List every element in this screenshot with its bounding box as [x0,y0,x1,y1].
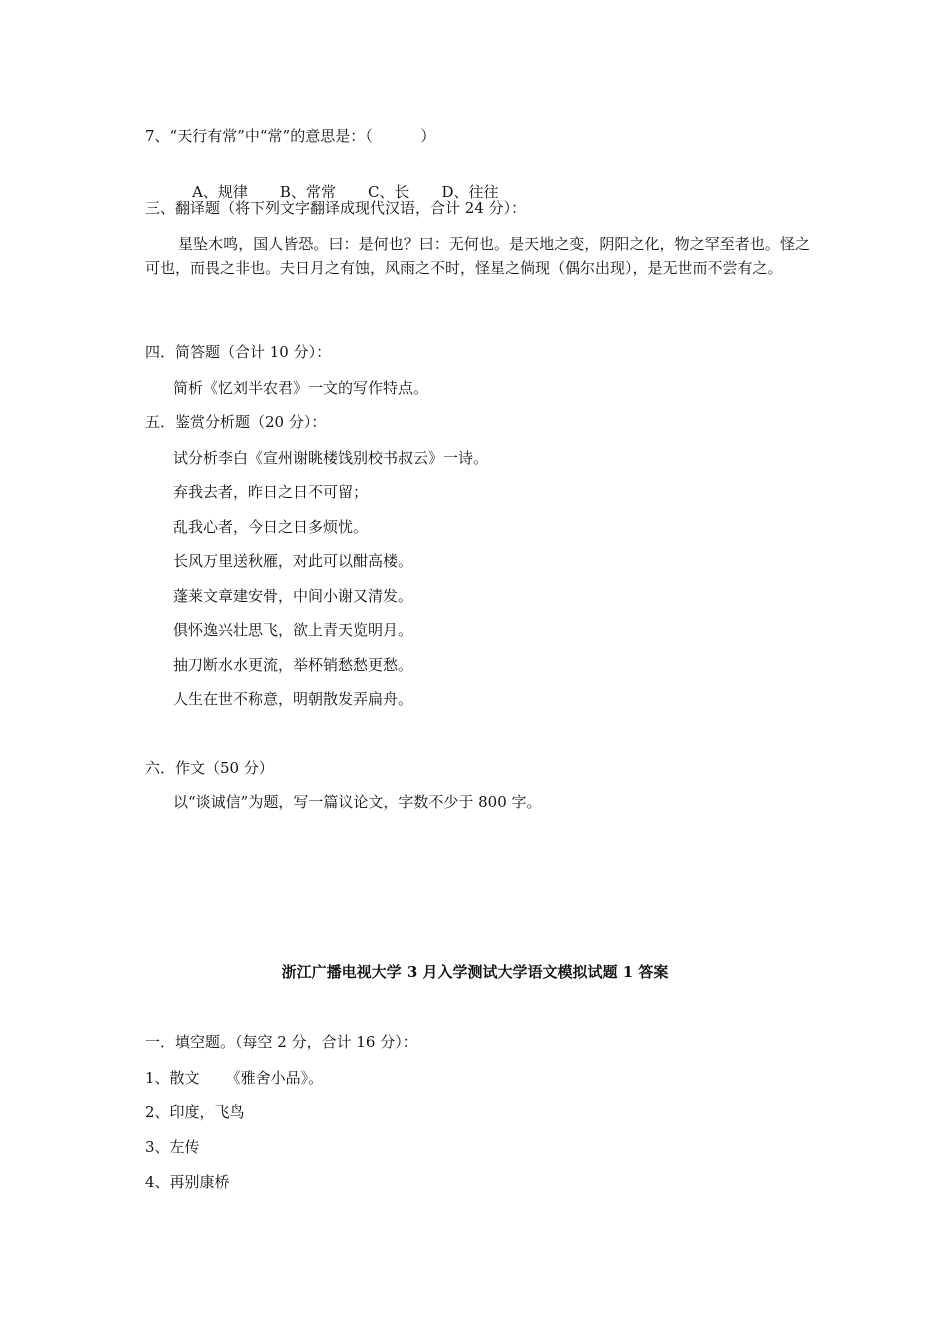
option-c: C、长 [367,183,410,201]
poem-line: 乱我心者，今日之日多烦忧。 [173,518,369,536]
poem-line: 弃我去者，昨日之日不可留； [173,483,369,501]
option-d: D、往往 [441,183,499,201]
question-7: 7、“天行有常”中“常”的意思是：（ ） [145,127,436,145]
poem-line: 抽刀断水水更流，举杯销愁愁更愁。 [173,656,414,674]
answer-text: 散文 [169,1069,200,1087]
answer-text: 再别康桥 [169,1173,230,1191]
section-5-prompt: 试分析李白《宣州谢眺楼饯别校书叔云》一诗。 [173,449,489,467]
answers-title: 浙江广播电视大学 3 月入学测试大学语文模拟试题 1 答案 [281,963,669,981]
section-4-heading: 四．简答题（合计 10 分）： [145,343,332,361]
section-3-heading: 三、翻译题（将下列文字翻译成现代汉语，合计 24 分）： [145,199,527,217]
translation-passage: 星坠木鸣，国人皆恐。曰：是何也？曰：无何也。是天地之变，阴阳之化，物之罕至者也。怪之可也，而畏之非也。夫日月之有蚀，风雨之不时，怪星之倘现（偶尔出现），是无世而不尝有之。 [145,235,810,277]
answer-text: 印度，飞鸟 [169,1103,245,1121]
poem-line: 蓬莱文章建安骨，中间小谢又清发。 [173,587,414,605]
answer-item [145,1137,200,1157]
answer-item [145,1068,323,1088]
section-5-heading: 五．鉴赏分析题（20 分）： [145,413,327,431]
answer-number: 3、 [145,1138,170,1156]
answer-text: 《雅舍小品》。 [225,1069,324,1087]
poem-line: 人生在世不称意，明朝散发弄扁舟。 [173,690,414,708]
option-a: A、规律 [192,183,248,201]
poem-line: 长风万里送秋雁，对此可以酣高楼。 [173,552,414,570]
answer-item [145,1172,230,1192]
section-6-heading: 六．作文（50 分） [145,759,274,777]
answer-number: 1、 [145,1069,170,1087]
section-4-prompt: 简析《忆刘半农君》一文的写作特点。 [173,379,429,397]
answer-number: 4、 [145,1173,170,1191]
answer-number: 2、 [145,1103,170,1121]
option-b: B、常常 [279,183,336,201]
answer-text: 左传 [169,1138,200,1156]
section-6-prompt: 以“谈诚信”为题，写一篇议论文，字数不少于 800 字。 [173,793,542,811]
answer-item [145,1102,245,1122]
answers-section-1-heading: 一．填空题。（每空 2 分，合计 16 分）： [145,1033,418,1051]
poem-line: 俱怀逸兴壮思飞，欲上青天览明月。 [173,621,414,639]
